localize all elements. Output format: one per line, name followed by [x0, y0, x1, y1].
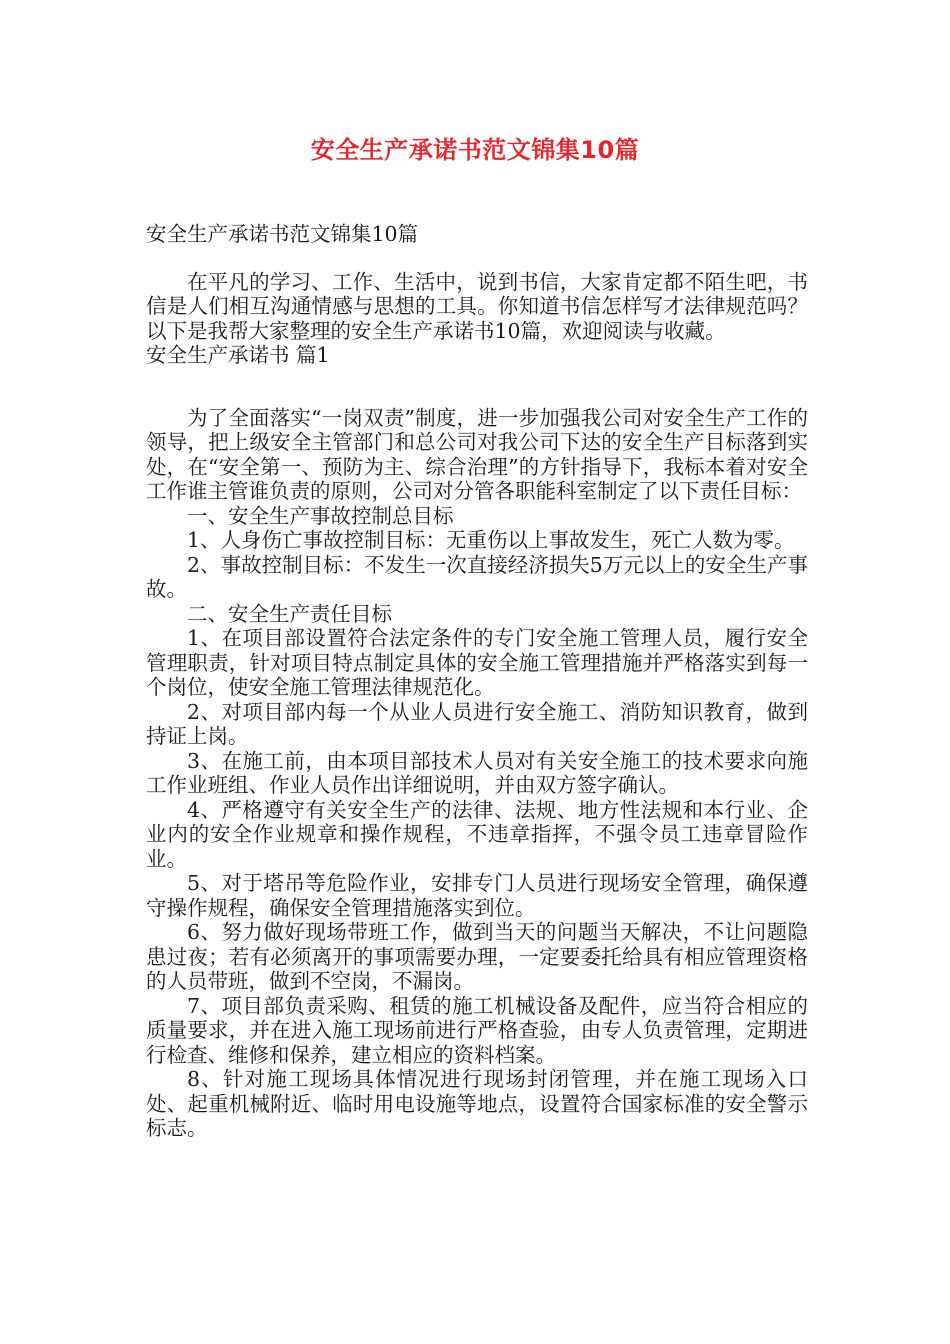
- intro-paragraph: 在平凡的学习、工作、生活中，说到书信，大家肯定都不陌生吧，书信是人们相互沟通情感与思想的工具。你知道书信怎样写才法律规范吗？以下是我帮大家整理的安全生产承诺书10篇，欢迎阅读与收藏。: [146, 269, 808, 343]
- document-subtitle: 安全生产承诺书范文锦集10篇: [146, 222, 419, 246]
- spacer: [146, 368, 808, 406]
- paragraph: 为了全面落实“一岗双责”制度，进一步加强我公司对安全生产工作的领导，把上级安全主管部门和总公司对我公司下达的安全生产目标落到实处，在“安全第一、预防为主、综合治理”的方针指导下，我标本着对安全工作谁主管谁负责的原则，公司对分管各职能科室制定了以下责任目标：: [146, 405, 808, 503]
- section-heading: 安全生产承诺书 篇1: [146, 343, 330, 367]
- spacer: [146, 247, 808, 270]
- document-body: [146, 222, 808, 1141]
- paragraph: 5、对于塔吊等危险作业，安排专门人员进行现场安全管理，确保遵守操作规程，确保安全管理措施落实到位。: [146, 871, 808, 920]
- paragraph: 2、事故控制目标：不发生一次直接经济损失5万元以上的安全生产事故。: [146, 552, 808, 601]
- paragraph: 8、针对施工现场具体情况进行现场封闭管理，并在施工现场入口处、起重机械附近、临时用电设施等地点，设置符合国家标准的安全警示标志。: [146, 1067, 808, 1140]
- paragraph: 二、安全生产责任目标: [187, 601, 392, 626]
- paragraph: 1、在项目部设置符合法定条件的专门安全施工管理人员，履行安全管理职责，针对项目特点制定具体的安全施工管理措施并严格落实到每一个岗位，使安全施工管理法律规范化。: [146, 626, 808, 699]
- document-title: 安全生产承诺书范文锦集10篇: [310, 136, 640, 164]
- paragraph: 7、项目部负责采购、租赁的施工机械设备及配件，应当符合相应的质量要求，并在进入施工现场前进行严格查验，由专人负责管理，定期进行检查、维修和保养，建立相应的资料档案。: [146, 993, 808, 1067]
- paragraph: 2、对项目部内每一个从业人员进行安全施工、消防知识教育，做到持证上岗。: [146, 699, 808, 748]
- paragraph: 6、努力做好现场带班工作，做到当天的问题当天解决，不让问题隐患过夜；若有必须离开的事项需要办理，一定要委托给具有相应管理资格的人员带班，做到不空岗，不漏岗。: [146, 920, 808, 993]
- paragraph: 3、在施工前，由本项目部技术人员对有关安全施工的技术要求向施工作业班组、作业人员作出详细说明，并由双方签字确认。: [146, 748, 808, 797]
- paragraph: 1、人身伤亡事故控制目标：无重伤以上事故发生，死亡人数为零。: [187, 528, 795, 552]
- paragraph: 4、严格遵守有关安全生产的法律、法规、地方性法规和本行业、企业内的安全作业规章和操作规程，不违章指挥，不强令员工违章冒险作业。: [146, 797, 808, 871]
- paragraph: 一、安全生产事故控制总目标: [187, 503, 454, 528]
